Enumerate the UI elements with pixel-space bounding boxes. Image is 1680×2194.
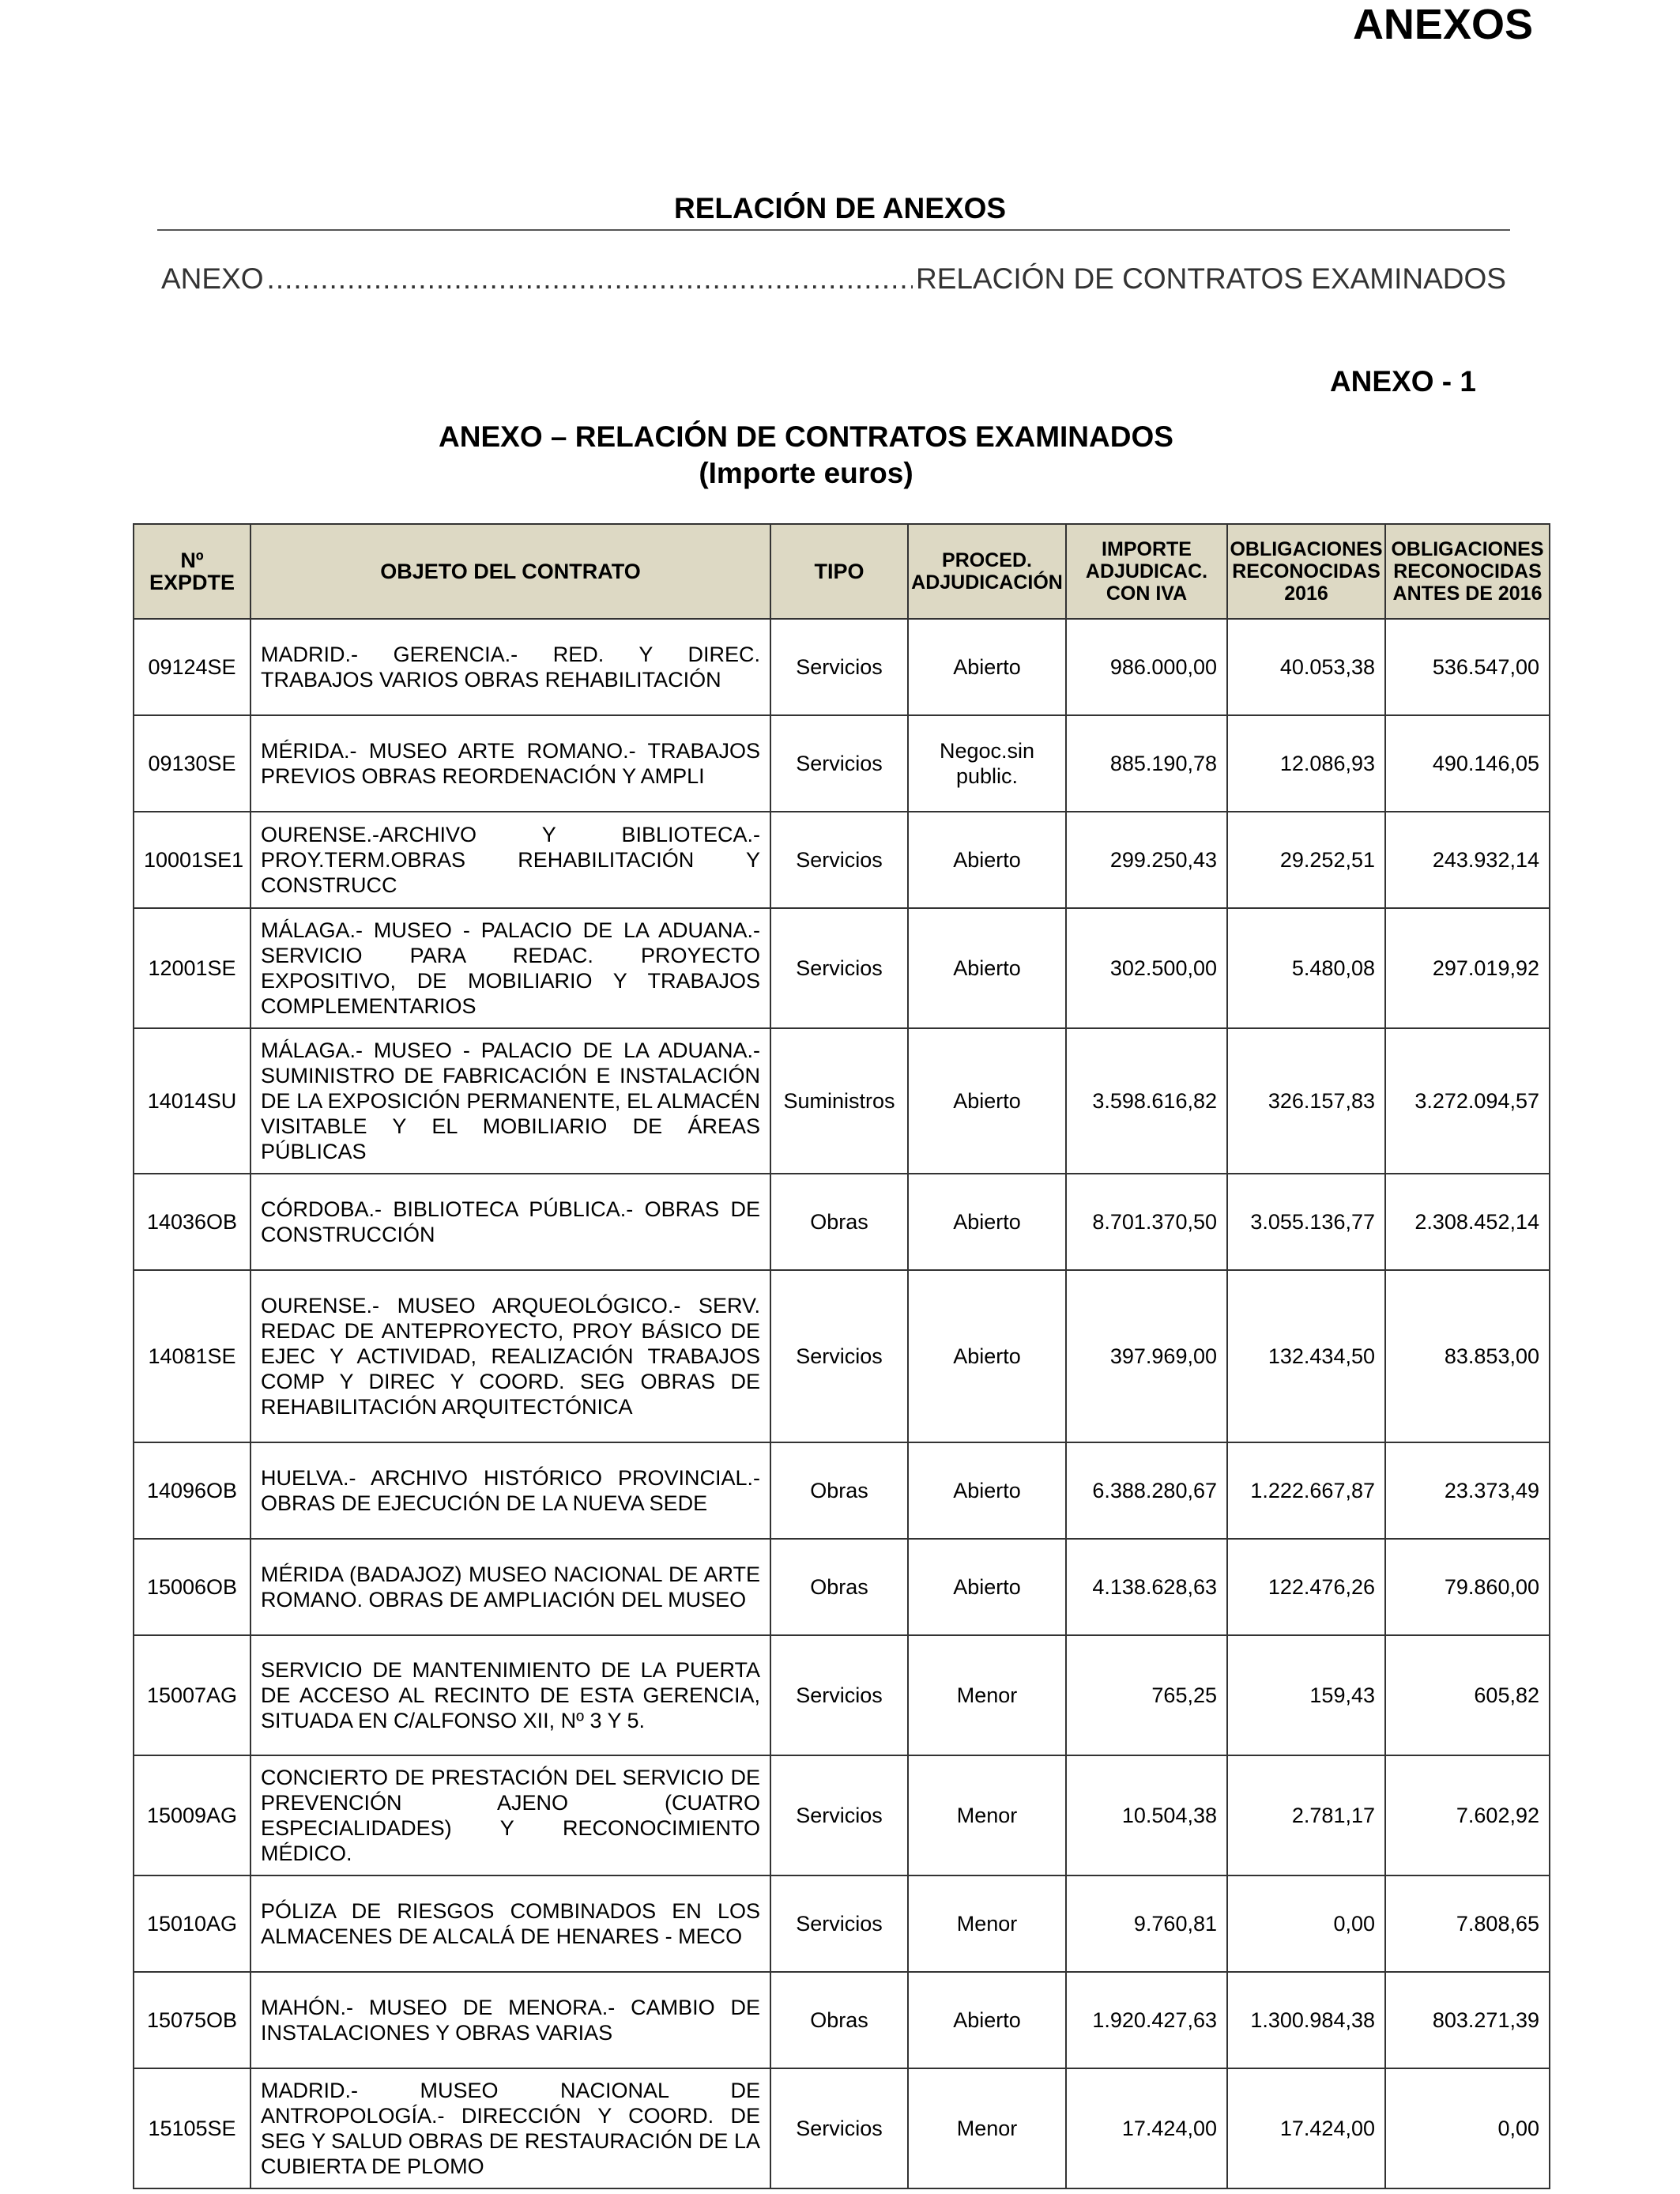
- table-row: [134, 715, 1550, 812]
- table-row: [134, 1755, 1550, 1875]
- table-row: [134, 1972, 1550, 2068]
- cell-oblig-2016: 5.480,08: [1227, 908, 1385, 1028]
- cell-oblig-antes-2016: 7.602,92: [1385, 1755, 1550, 1875]
- cell-expdte: 14081SE: [134, 1270, 250, 1442]
- annex-title: ANEXO – RELACIÓN DE CONTRATOS EXAMINADOS: [439, 420, 1173, 453]
- table-body: [134, 619, 1550, 2188]
- cell-tipo: Servicios: [770, 812, 908, 908]
- cell-objeto: CONCIERTO DE PRESTACIÓN DEL SERVICIO DE PREVENCIÓN AJENO (CUATRO ESPECIALIDADES) Y RECONOCIMIENTO MÉDICO.: [250, 1755, 770, 1875]
- table-row: [134, 619, 1550, 715]
- header-objeto: OBJETO DEL CONTRATO: [250, 524, 770, 619]
- cell-oblig-antes-2016: 490.146,05: [1385, 715, 1550, 812]
- cell-expdte: 15075OB: [134, 1972, 250, 2068]
- cell-expdte: 15010AG: [134, 1875, 250, 1972]
- cell-objeto: MADRID.- GERENCIA.- RED. Y DIREC. TRABAJOS VARIOS OBRAS REHABILITACIÓN: [250, 619, 770, 715]
- header-oblig-2016: OBLIGACIONES RECONOCIDAS 2016: [1227, 524, 1385, 619]
- cell-oblig-antes-2016: 243.932,14: [1385, 812, 1550, 908]
- annex-subtitle: (Importe euros): [699, 457, 913, 489]
- toc-entry[interactable]: [161, 262, 1506, 296]
- cell-oblig-2016: 2.781,17: [1227, 1755, 1385, 1875]
- toc-divider: [157, 229, 1510, 231]
- cell-tipo: Servicios: [770, 1875, 908, 1972]
- cell-oblig-antes-2016: 605,82: [1385, 1635, 1550, 1755]
- cell-tipo: Servicios: [770, 715, 908, 812]
- cell-proced: Menor: [908, 1635, 1066, 1755]
- cell-objeto: CÓRDOBA.- BIBLIOTECA PÚBLICA.- OBRAS DE CONSTRUCCIÓN: [250, 1174, 770, 1270]
- header-tipo: TIPO: [770, 524, 908, 619]
- table-row: [134, 1028, 1550, 1174]
- cell-tipo: Obras: [770, 1539, 908, 1635]
- cell-expdte: 15009AG: [134, 1755, 250, 1875]
- cell-expdte: 15006OB: [134, 1539, 250, 1635]
- cell-objeto: MÁLAGA.- MUSEO - PALACIO DE LA ADUANA.- SUMINISTRO DE FABRICACIÓN E INSTALACIÓN DE LA EXPOSICIÓN PERMANENTE, EL ALMACÉN VISITABLE Y EL MOBILIARIO DE ÁREAS PÚBLICAS: [250, 1028, 770, 1174]
- table-row: [134, 812, 1550, 908]
- cell-objeto: SERVICIO DE MANTENIMIENTO DE LA PUERTA DE ACCESO AL RECINTO DE ESTA GERENCIA, SITUADA EN C/ALFONSO XII, Nº 3 Y 5.: [250, 1635, 770, 1755]
- cell-objeto: MADRID.- MUSEO NACIONAL DE ANTROPOLOGÍA.- DIRECCIÓN Y COORD. DE SEG Y SALUD OBRAS DE RESTAURACIÓN DE LA CUBIERTA DE PLOMO: [250, 2068, 770, 2188]
- cell-oblig-antes-2016: 297.019,92: [1385, 908, 1550, 1028]
- cell-oblig-2016: 0,00: [1227, 1875, 1385, 1972]
- header-proced: PROCED. ADJUDICACIÓN: [908, 524, 1066, 619]
- cell-oblig-antes-2016: 803.271,39: [1385, 1972, 1550, 2068]
- toc-entry-label: ANEXO: [161, 262, 264, 295]
- page-header-title: ANEXOS: [1352, 1, 1533, 48]
- cell-expdte: 15007AG: [134, 1635, 250, 1755]
- cell-objeto: MÉRIDA.- MUSEO ARTE ROMANO.- TRABAJOS PREVIOS OBRAS REORDENACIÓN Y AMPLI: [250, 715, 770, 812]
- annex-title-block: [332, 419, 1280, 492]
- cell-expdte: 14014SU: [134, 1028, 250, 1174]
- cell-proced: Menor: [908, 1755, 1066, 1875]
- cell-oblig-2016: 17.424,00: [1227, 2068, 1385, 2188]
- table-row: [134, 1875, 1550, 1972]
- cell-expdte: 10001SE1: [134, 812, 250, 908]
- cell-expdte: 09130SE: [134, 715, 250, 812]
- contracts-table: [133, 523, 1550, 2189]
- table-row: [134, 1270, 1550, 1442]
- cell-oblig-antes-2016: 23.373,49: [1385, 1442, 1550, 1539]
- table-row: [134, 2068, 1550, 2188]
- cell-importe: 302.500,00: [1066, 908, 1227, 1028]
- cell-proced: Abierto: [908, 1028, 1066, 1174]
- cell-proced: Abierto: [908, 1972, 1066, 2068]
- cell-tipo: Suministros: [770, 1028, 908, 1174]
- cell-importe: 986.000,00: [1066, 619, 1227, 715]
- cell-oblig-antes-2016: 3.272.094,57: [1385, 1028, 1550, 1174]
- table-row: [134, 908, 1550, 1028]
- cell-tipo: Servicios: [770, 908, 908, 1028]
- cell-objeto: OURENSE.- MUSEO ARQUEOLÓGICO.- SERV. REDAC DE ANTEPROYECTO, PROY BÁSICO DE EJEC Y ACTIVIDAD, REALIZACIÓN TRABAJOS COMP Y DIREC Y COORD. SEG OBRAS DE REHABILITACIÓN ARQUITECTÓNICA: [250, 1270, 770, 1442]
- cell-oblig-antes-2016: 0,00: [1385, 2068, 1550, 2188]
- table-row: [134, 1539, 1550, 1635]
- toc-title: RELACIÓN DE ANEXOS: [673, 192, 1007, 224]
- cell-proced: Abierto: [908, 1174, 1066, 1270]
- cell-proced: Abierto: [908, 619, 1066, 715]
- cell-tipo: Servicios: [770, 619, 908, 715]
- header-oblig-antes-2016: OBLIGACIONES RECONOCIDAS ANTES DE 2016: [1385, 524, 1550, 619]
- cell-tipo: Obras: [770, 1174, 908, 1270]
- cell-importe: 17.424,00: [1066, 2068, 1227, 2188]
- cell-oblig-2016: 29.252,51: [1227, 812, 1385, 908]
- cell-importe: 299.250,43: [1066, 812, 1227, 908]
- cell-oblig-2016: 159,43: [1227, 1635, 1385, 1755]
- cell-importe: 1.920.427,63: [1066, 1972, 1227, 2068]
- table-row: [134, 1635, 1550, 1755]
- cell-tipo: Servicios: [770, 1270, 908, 1442]
- cell-importe: 10.504,38: [1066, 1755, 1227, 1875]
- cell-oblig-2016: 122.476,26: [1227, 1539, 1385, 1635]
- cell-expdte: 14036OB: [134, 1174, 250, 1270]
- cell-proced: Abierto: [908, 908, 1066, 1028]
- cell-objeto: MÉRIDA (BADAJOZ) MUSEO NACIONAL DE ARTE ROMANO. OBRAS DE AMPLIACIÓN DEL MUSEO: [250, 1539, 770, 1635]
- cell-tipo: Servicios: [770, 1755, 908, 1875]
- cell-expdte: 09124SE: [134, 619, 250, 715]
- cell-importe: 8.701.370,50: [1066, 1174, 1227, 1270]
- cell-oblig-2016: 1.300.984,38: [1227, 1972, 1385, 2068]
- cell-importe: 885.190,78: [1066, 715, 1227, 812]
- cell-oblig-2016: 1.222.667,87: [1227, 1442, 1385, 1539]
- cell-expdte: 12001SE: [134, 908, 250, 1028]
- cell-oblig-antes-2016: 536.547,00: [1385, 619, 1550, 715]
- cell-proced: Abierto: [908, 812, 1066, 908]
- cell-expdte: 15105SE: [134, 2068, 250, 2188]
- cell-oblig-2016: 132.434,50: [1227, 1270, 1385, 1442]
- cell-oblig-antes-2016: 83.853,00: [1385, 1270, 1550, 1442]
- header-expdte: Nº EXPDTE: [134, 524, 250, 619]
- table-header-row: [134, 524, 1550, 619]
- cell-proced: Menor: [908, 1875, 1066, 1972]
- cell-tipo: Servicios: [770, 1635, 908, 1755]
- cell-objeto: MAHÓN.- MUSEO DE MENORA.- CAMBIO DE INSTALACIONES Y OBRAS VARIAS: [250, 1972, 770, 2068]
- cell-importe: 3.598.616,82: [1066, 1028, 1227, 1174]
- cell-oblig-2016: 326.157,83: [1227, 1028, 1385, 1174]
- cell-oblig-2016: 12.086,93: [1227, 715, 1385, 812]
- cell-importe: 765,25: [1066, 1635, 1227, 1755]
- cell-importe: 4.138.628,63: [1066, 1539, 1227, 1635]
- cell-oblig-antes-2016: 7.808,65: [1385, 1875, 1550, 1972]
- cell-importe: 9.760,81: [1066, 1875, 1227, 1972]
- cell-objeto: HUELVA.- ARCHIVO HISTÓRICO PROVINCIAL.- OBRAS DE EJECUCIÓN DE LA NUEVA SEDE: [250, 1442, 770, 1539]
- cell-proced: Abierto: [908, 1539, 1066, 1635]
- cell-importe: 6.388.280,67: [1066, 1442, 1227, 1539]
- cell-proced: Abierto: [908, 1270, 1066, 1442]
- header-importe: IMPORTE ADJUDICAC. CON IVA: [1066, 524, 1227, 619]
- cell-oblig-antes-2016: 79.860,00: [1385, 1539, 1550, 1635]
- cell-oblig-2016: 40.053,38: [1227, 619, 1385, 715]
- cell-tipo: Obras: [770, 1972, 908, 2068]
- cell-oblig-2016: 3.055.136,77: [1227, 1174, 1385, 1270]
- cell-tipo: Obras: [770, 1442, 908, 1539]
- toc-entry-text: RELACIÓN DE CONTRATOS EXAMINADOS: [916, 262, 1506, 295]
- cell-proced: Abierto: [908, 1442, 1066, 1539]
- cell-objeto: OURENSE.-ARCHIVO Y BIBLIOTECA.- PROY.TERM.OBRAS REHABILITACIÓN Y CONSTRUCC: [250, 812, 770, 908]
- cell-oblig-antes-2016: 2.308.452,14: [1385, 1174, 1550, 1270]
- cell-importe: 397.969,00: [1066, 1270, 1227, 1442]
- cell-proced: Negoc.sin public.: [908, 715, 1066, 812]
- cell-expdte: 14096OB: [134, 1442, 250, 1539]
- cell-objeto: PÓLIZA DE RIESGOS COMBINADOS EN LOS ALMACENES DE ALCALÁ DE HENARES - MECO: [250, 1875, 770, 1972]
- toc-dot-leader: [267, 262, 913, 296]
- annex-number: ANEXO - 1: [1329, 365, 1476, 398]
- cell-objeto: MÁLAGA.- MUSEO - PALACIO DE LA ADUANA.- SERVICIO PARA REDAC. PROYECTO EXPOSITIVO, DE MOBILIARIO Y TRABAJOS COMPLEMENTARIOS: [250, 908, 770, 1028]
- table-row: [134, 1174, 1550, 1270]
- cell-tipo: Servicios: [770, 2068, 908, 2188]
- cell-proced: Menor: [908, 2068, 1066, 2188]
- table-row: [134, 1442, 1550, 1539]
